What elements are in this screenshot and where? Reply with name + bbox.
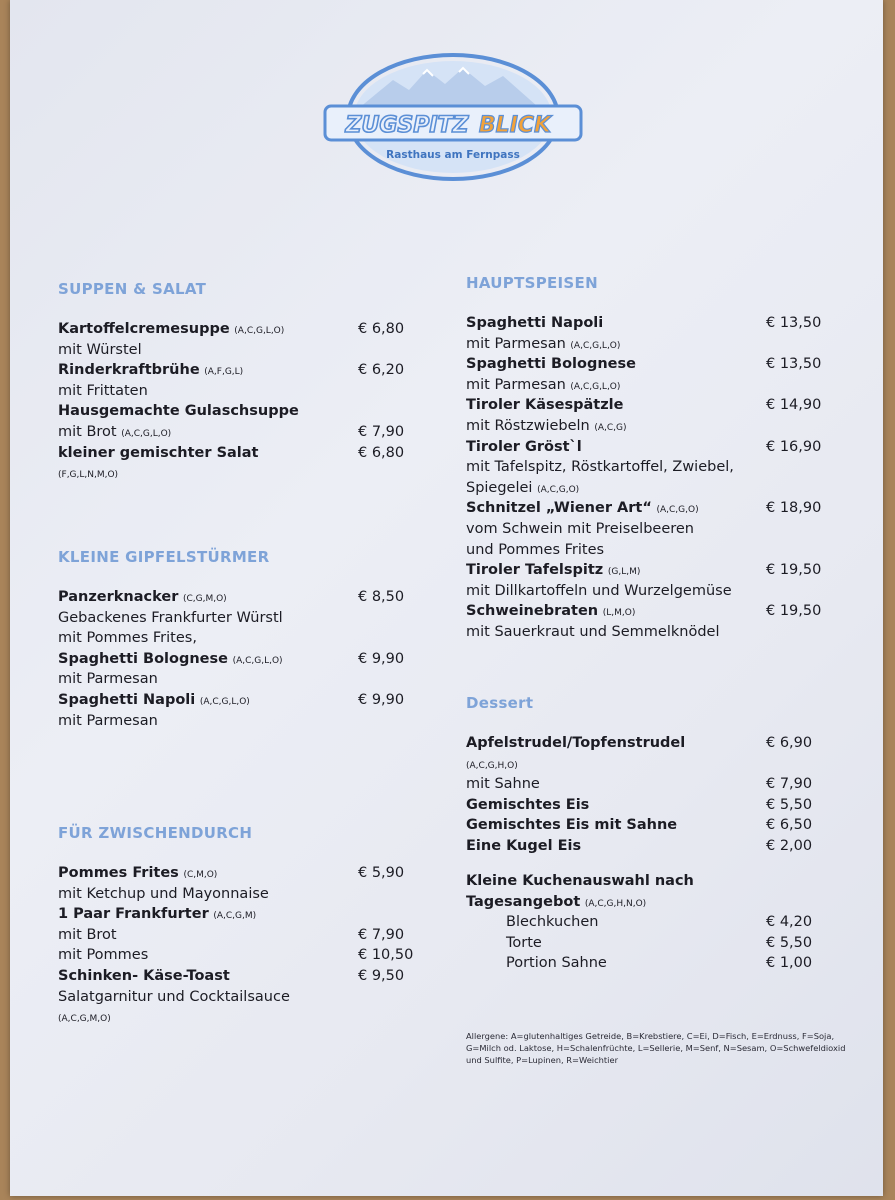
menu-item-row	[58, 608, 418, 629]
menu-item-row	[466, 498, 836, 519]
item-allergens: (A,C,G,O)	[537, 484, 580, 495]
menu-item-row	[58, 904, 418, 925]
item-description: mit Brot	[58, 926, 117, 943]
item-description: mit Parmesan	[58, 712, 158, 729]
item-name: Spaghetti Bolognese	[58, 650, 228, 667]
menu-item-row	[466, 774, 836, 795]
item-description: und Pommes Frites	[466, 541, 605, 558]
item-price: € 14,90	[766, 397, 822, 414]
menu-item-row	[58, 401, 418, 422]
item-name: kleiner gemischter Salat	[58, 444, 259, 461]
item-price: € 6,90	[766, 735, 813, 751]
item-description: Torte	[506, 934, 542, 951]
item-allergens: (A,C,G,H,O)	[466, 760, 518, 771]
item-name: Tiroler Käsespätzle	[466, 397, 624, 414]
item-description: mit Dillkartoffeln und Wurzelgemüse	[466, 582, 732, 599]
menu-item-row	[58, 925, 418, 946]
item-name: Rinderkraftbrühe	[58, 362, 200, 379]
menu-item-row	[466, 871, 836, 892]
item-description: mit Pommes	[58, 947, 149, 964]
menu-item-row	[58, 884, 418, 905]
menu-item-row	[466, 622, 836, 643]
menu-item-row	[58, 987, 418, 1008]
logo-word-zugspitz: ZUGSPITZ	[345, 113, 469, 138]
item-allergens: (A,C,G,L,O)	[234, 326, 285, 336]
item-allergens: (A,C,G,L,O)	[570, 340, 621, 351]
item-price: € 2,00	[766, 837, 813, 854]
item-allergens: (F,G,L,N,M,O)	[58, 470, 119, 481]
section-heading: KLEINE GIPFELSTÜRMER	[58, 548, 270, 566]
item-name: Kartoffelcremesuppe	[58, 321, 230, 337]
section-fuer-zwischendurch	[58, 824, 418, 1028]
item-name: Tiroler Tafelspitz	[466, 562, 604, 579]
item-name: Spaghetti Napoli	[466, 315, 604, 331]
zugspitzblick-logo	[323, 50, 583, 185]
item-price: € 6,80	[358, 444, 405, 461]
item-description: mit Sauerkraut und Semmelknödel	[466, 623, 720, 640]
item-price: € 16,90	[766, 438, 822, 455]
item-price: € 6,50	[766, 817, 813, 834]
logo-tagline: Rasthaus am Fernpass	[386, 149, 520, 161]
item-name: Pommes Frites	[58, 865, 179, 881]
item-price: € 7,90	[358, 423, 405, 440]
item-name: Tagesangebot	[466, 893, 581, 910]
menu-item-row	[466, 754, 836, 775]
menu-item-row	[58, 443, 418, 464]
menu-item-row	[58, 863, 418, 884]
item-name: Gemischtes Eis mit Sahne	[466, 817, 678, 834]
item-allergens: (L,M,O)	[602, 608, 636, 619]
menu-item-row	[58, 649, 418, 670]
item-allergens: (A,C,G,O)	[656, 505, 699, 516]
item-price: € 13,50	[766, 315, 822, 331]
menu-item-row	[58, 966, 418, 987]
menu-item-row	[58, 711, 418, 732]
item-description: mit Pommes Frites,	[58, 630, 197, 647]
menu-item-row	[466, 334, 836, 355]
item-name: Eine Kugel Eis	[466, 837, 582, 854]
item-price: € 9,50	[358, 967, 405, 984]
menu-item-row	[58, 422, 418, 443]
item-description: mit Ketchup und Mayonnaise	[58, 885, 269, 902]
menu-item-row	[58, 628, 418, 649]
item-allergens: (A,C,G,L,O)	[570, 381, 621, 392]
menu-item-row	[58, 587, 418, 608]
menu-item-row	[466, 540, 836, 561]
item-name: Schnitzel „Wiener Art“	[466, 500, 652, 517]
item-description: mit Röstzwiebeln	[466, 417, 590, 434]
item-price: € 5,90	[358, 865, 405, 881]
menu-sheet	[10, 0, 883, 1196]
menu-item-row	[466, 560, 836, 581]
allergen-note: Allergene: A=glutenhaltiges Getreide, B=Krebstiere, C=Ei, D=Fisch, E=Erdnuss, F=Soja, G=Milch od. Laktose, H=Schalenfrüchte, L=Sellerie, M=Senf, N=Sesam, O=Schwefeldioxid und Sulfite, P=Lupinen, R=Weichtier	[466, 1031, 846, 1065]
menu-item-row	[466, 478, 836, 499]
section-kuchen	[466, 871, 836, 974]
menu-item-row	[58, 669, 418, 690]
menu-item-row	[466, 795, 836, 816]
menu-item-row	[466, 313, 836, 334]
menu-item-row	[466, 733, 836, 754]
item-description: mit Tafelspitz, Röstkartoffel, Zwiebel,	[466, 459, 734, 476]
menu-item-row	[466, 912, 836, 933]
item-price: € 5,50	[766, 796, 813, 813]
item-name: Gemischtes Eis	[466, 796, 590, 813]
item-price: € 7,90	[766, 776, 813, 793]
item-allergens: (A,C,G,M,O)	[58, 1014, 111, 1025]
menu-item-row	[58, 463, 418, 484]
item-description: mit Parmesan	[466, 376, 566, 393]
item-name: Panzerknacker	[58, 589, 179, 605]
menu-item-row	[466, 581, 836, 602]
item-description: Salatgarnitur und Cocktailsauce	[58, 988, 290, 1005]
menu-item-row	[58, 319, 418, 340]
item-description: mit Brot	[58, 423, 117, 440]
item-description: mit Sahne	[466, 776, 540, 793]
item-description: mit Würstel	[58, 341, 142, 358]
section-kleine-gipfelstuermer	[58, 548, 418, 731]
item-price: € 4,20	[766, 914, 813, 931]
menu-item-row	[58, 360, 418, 381]
menu-item-row	[466, 953, 836, 974]
item-description: mit Parmesan	[466, 335, 566, 352]
item-price: € 18,90	[766, 500, 822, 517]
item-name: Hausgemachte Gulaschsuppe	[58, 403, 299, 420]
item-price: € 7,90	[358, 926, 405, 943]
menu-item-row	[58, 340, 418, 361]
item-price: € 19,50	[766, 562, 822, 579]
item-allergens: (C,M,O)	[183, 870, 218, 880]
menu-item-row	[466, 892, 836, 913]
item-allergens: (A,C,G,L,O)	[121, 428, 172, 439]
item-name: Spaghetti Bolognese	[466, 356, 636, 373]
item-price: € 6,20	[358, 362, 405, 379]
item-price: € 19,50	[766, 603, 822, 620]
item-price: € 5,50	[766, 934, 813, 951]
item-allergens: (A,C,G,L,O)	[232, 655, 283, 666]
item-description: Portion Sahne	[506, 955, 607, 972]
item-price: € 8,50	[358, 589, 405, 605]
item-price: € 6,80	[358, 321, 405, 337]
section-heading: FÜR ZWISCHENDURCH	[58, 824, 253, 842]
section-heading: SUPPEN & SALAT	[58, 280, 207, 298]
item-name: Kleine Kuchenauswahl nach	[466, 873, 694, 889]
item-allergens: (G,L,M)	[607, 567, 641, 578]
menu-item-row	[466, 416, 836, 437]
section-heading: HAUPTSPEISEN	[466, 274, 598, 292]
menu-item-row	[466, 457, 836, 478]
item-name: Apfelstrudel/Topfenstrudel	[466, 735, 686, 751]
item-description: Blechkuchen	[506, 914, 599, 931]
item-description: mit Frittaten	[58, 382, 148, 399]
menu-item-row	[466, 933, 836, 954]
item-name: Schweinebraten	[466, 603, 599, 620]
item-name: 1 Paar Frankfurter	[58, 906, 209, 923]
menu-item-row	[58, 690, 418, 711]
item-allergens: (A,F,G,L)	[204, 367, 244, 378]
item-name: Schinken- Käse-Toast	[58, 967, 230, 984]
menu-item-row	[466, 437, 836, 458]
item-description: vom Schwein mit Preiselbeeren	[466, 520, 694, 537]
menu-item-row	[58, 1007, 418, 1028]
menu-item-row	[466, 815, 836, 836]
item-name: Tiroler Gröst`l	[466, 438, 582, 455]
menu-item-row	[466, 395, 836, 416]
section-heading: Dessert	[466, 694, 534, 712]
menu-item-row	[466, 375, 836, 396]
item-price: € 1,00	[766, 955, 813, 972]
menu-item-row	[58, 945, 418, 966]
menu-item-row	[58, 381, 418, 402]
menu-item-row	[466, 601, 836, 622]
item-price: € 9,90	[358, 691, 405, 708]
item-allergens: (A,C,G)	[594, 422, 627, 433]
section-suppen-salat	[58, 280, 418, 484]
item-description: mit Parmesan	[58, 671, 158, 688]
logo-word-blick: BLICK	[478, 113, 552, 138]
item-allergens: (A,C,G,M)	[213, 911, 257, 922]
menu-item-row	[466, 354, 836, 375]
item-price: € 9,90	[358, 650, 405, 667]
item-allergens: (C,G,M,O)	[182, 594, 227, 604]
section-hauptspeisen	[466, 274, 836, 643]
item-price: € 13,50	[766, 356, 822, 373]
item-name: Spaghetti Napoli	[58, 691, 196, 708]
item-price: € 10,50	[358, 947, 414, 964]
menu-item-row	[466, 836, 836, 857]
item-description: Spiegelei	[466, 479, 533, 496]
menu-item-row	[466, 519, 836, 540]
item-allergens: (A,C,G,L,O)	[199, 696, 250, 707]
section-dessert	[466, 694, 836, 857]
item-description: Gebackenes Frankfurter Würstl	[58, 609, 283, 626]
item-allergens: (A,C,G,H,N,O)	[584, 898, 647, 909]
